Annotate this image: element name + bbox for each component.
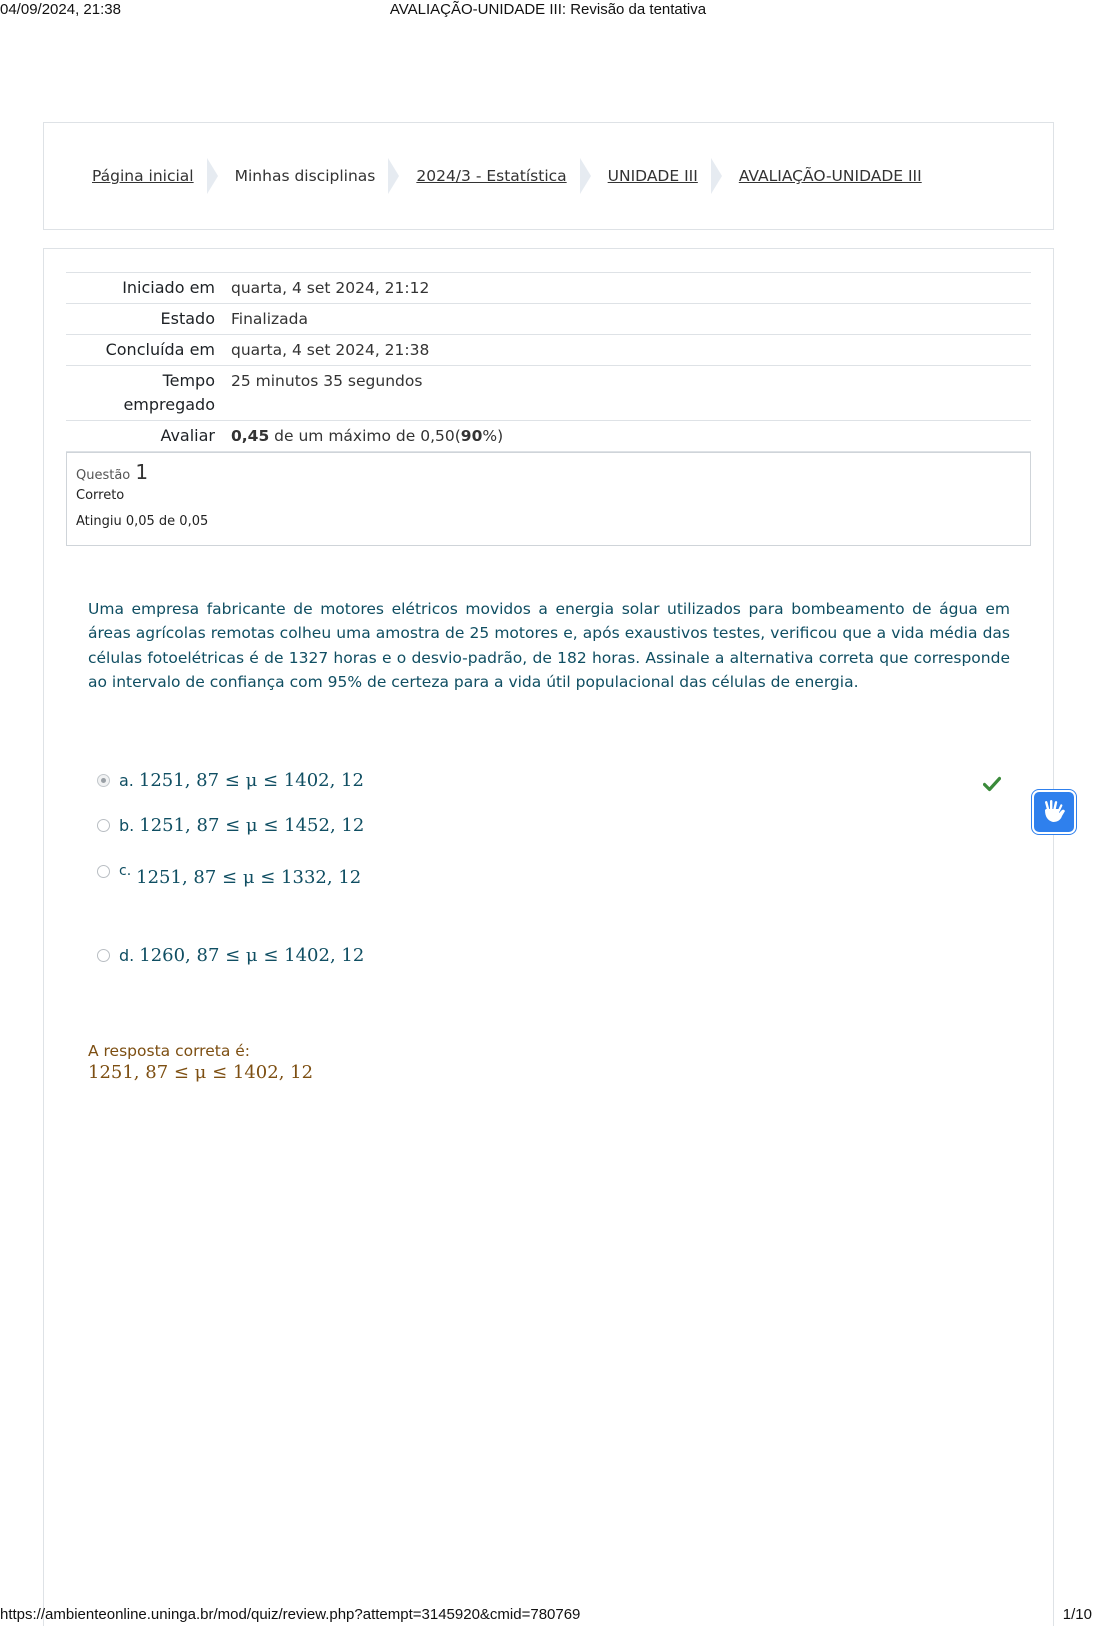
- summary-label: Concluída em: [105, 340, 215, 359]
- summary-label: Avaliar: [160, 426, 215, 445]
- question-number: [76, 460, 1021, 484]
- grade-percent-end: %): [482, 427, 504, 445]
- summary-label: Estado: [160, 309, 215, 328]
- grade-max: de um máximo de 0,50(: [269, 427, 461, 445]
- summary-label-line: empregado: [123, 395, 215, 414]
- breadcrumb-course[interactable]: 2024/3 - Estatística: [416, 167, 567, 185]
- answer-option-d[interactable]: [97, 945, 364, 966]
- check-icon: [983, 776, 1001, 792]
- answer-letter: b.: [119, 816, 135, 835]
- summary-value: quarta, 4 set 2024, 21:12: [231, 279, 430, 297]
- breadcrumb-separator: [711, 158, 722, 194]
- breadcrumb-separator: [580, 158, 591, 194]
- breadcrumb: [92, 123, 922, 229]
- breadcrumb-separator: [388, 158, 399, 194]
- answer-formula: 1251, 87 ≤ μ ≤ 1332, 12: [136, 867, 362, 888]
- summary-value: 25 minutos 35 segundos: [231, 372, 423, 390]
- answer-radio[interactable]: [97, 819, 110, 832]
- question-label: Questão: [76, 468, 131, 483]
- answer-letter: a.: [119, 771, 134, 790]
- answer-formula: 1251, 87 ≤ μ ≤ 1452, 12: [139, 815, 365, 836]
- answer-formula: 1260, 87 ≤ μ ≤ 1402, 12: [139, 945, 365, 966]
- summary-label-line: Tempo: [162, 371, 215, 390]
- breadcrumb-separator: [207, 158, 218, 194]
- summary-row-state: [66, 304, 1031, 335]
- answer-formula: 1251, 87 ≤ μ ≤ 1402, 12: [138, 770, 364, 791]
- grade-points: 0,45: [231, 427, 270, 445]
- print-header-title: AVALIAÇÃO-UNIDADE III: Revisão da tentativa: [389, 1, 707, 18]
- sign-language-hands-icon: [1040, 798, 1068, 826]
- summary-row-grade: [66, 421, 1031, 452]
- summary-row-time: [66, 366, 1031, 421]
- right-answer-feedback: [88, 1042, 313, 1083]
- summary-label: [66, 366, 231, 421]
- question-state: Correto: [76, 488, 125, 503]
- breadcrumb-home[interactable]: Página inicial: [92, 167, 194, 185]
- answer-option-a[interactable]: [97, 770, 364, 791]
- answer-option-b[interactable]: [97, 815, 364, 836]
- answer-radio[interactable]: [97, 774, 110, 787]
- summary-value: quarta, 4 set 2024, 21:38: [231, 341, 430, 359]
- summary-label: Iniciado em: [122, 278, 215, 297]
- summary-value: [231, 421, 1031, 452]
- print-footer-page-number: 1/10: [1062, 1606, 1092, 1623]
- summary-row-started: [66, 273, 1031, 304]
- question-text: Uma empresa fabricante de motores elétricos movidos a energia solar utilizados para bombeamento de água em áreas agrícolas remotas colheu uma amostra de 25 motores e, após exaustivos testes, verificou que a vida média das células fotoelétricas é de 1327 horas e o desvio-padrão, de 182 horas. Assinale a alternativa correta que corresponde ao intervalo de confiança com 95% de certeza para a vida útil populacional das células de energia.: [88, 600, 1010, 692]
- summary-value: Finalizada: [231, 310, 309, 328]
- answer-option-c[interactable]: [97, 862, 362, 888]
- print-header-datetime: 04/09/2024, 21:38: [0, 1, 121, 18]
- question-number-value: 1: [135, 460, 149, 484]
- accessibility-button[interactable]: [1032, 790, 1076, 834]
- print-footer-url: https://ambienteonline.uninga.br/mod/quiz/review.php?attempt=3145920&cmid=780769: [0, 1606, 581, 1623]
- right-answer-formula: 1251, 87 ≤ μ ≤ 1402, 12: [88, 1062, 314, 1083]
- answer-radio[interactable]: [97, 949, 110, 962]
- breadcrumb-container: [43, 122, 1054, 230]
- answer-letter: d.: [119, 946, 135, 965]
- answer-letter: c.: [119, 862, 132, 879]
- grade-percent: 90: [460, 427, 483, 445]
- attempt-summary-table: [66, 272, 1031, 452]
- breadcrumb-unit[interactable]: UNIDADE III: [607, 167, 698, 185]
- answer-radio[interactable]: [97, 865, 110, 878]
- breadcrumb-my-courses: Minhas disciplinas: [234, 167, 376, 185]
- question-grade: Atingiu 0,05 de 0,05: [76, 514, 209, 529]
- summary-row-completed: [66, 335, 1031, 366]
- right-answer-label: A resposta correta é:: [88, 1042, 251, 1060]
- breadcrumb-quiz[interactable]: AVALIAÇÃO-UNIDADE III: [738, 167, 922, 185]
- question-info: [66, 452, 1031, 546]
